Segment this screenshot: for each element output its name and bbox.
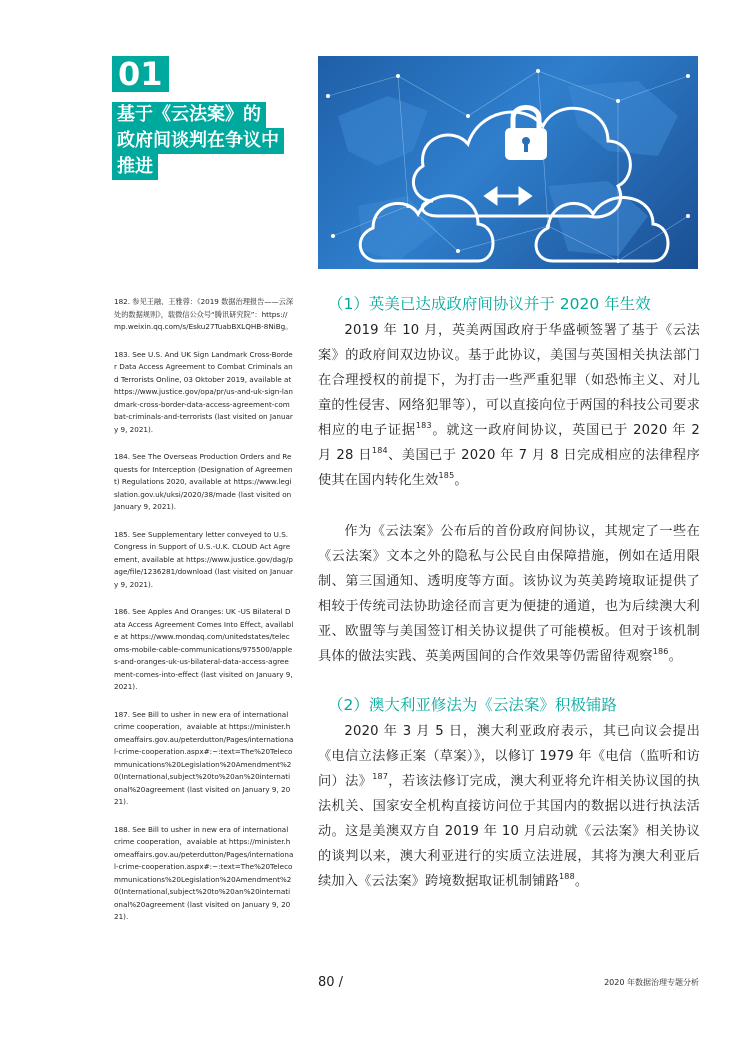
paragraph-2-text-b: 。	[668, 649, 682, 664]
main-body	[318, 290, 700, 894]
paragraph-2-text-a: 作为《云法案》公布后的首份政府间协议，其规定了一些在《云法案》文本之外的隐私与公民自由保障措施，例如在适用限制、第三国通知、透明度等方面。该协议为英美跨境取证提供了相较于传统司法协助途径而言更为便捷的通道，也为后续澳大利亚、欧盟等与美国签订相关协议提供了可能模板。但对于该机制具体的做法实践、英美两国间的合作效果等仍需留待观察	[318, 524, 700, 664]
paragraph-3-text-c: 。	[574, 874, 589, 889]
cloud-lock-illustration	[318, 56, 698, 269]
footnote-ref-188: 188	[558, 872, 575, 881]
footnote-ref-185: 185	[438, 471, 455, 480]
footnote-183: 183. See U.S. And UK Sign Landmark Cross-Border Data Access Agreement to Combat Criminals and Terrorists Online, 03 Oktober 2019, available at https://www.justice.gov/opa/pr/us-and-uk-sign-landmark-cross-border-data-access-agreement-combat-criminals-and-terrorists (last visited on January 9, 2021).	[114, 349, 293, 434]
report-title: 2020 年数据治理专题分析	[604, 978, 699, 987]
subheading-1: （1）英美已达成政府间协议并于 2020 年生效	[328, 295, 651, 313]
subheading-2: （2）澳大利亚修法为《云法案》积极铺路	[328, 696, 617, 714]
page-number: 80 /	[318, 975, 344, 990]
section-number: 01	[112, 56, 169, 92]
footnote-184: 184. See The Overseas Production Orders and Requests for Interception (Designation of Agreement) Regulations 2020, available at https://www.legislation.gov.uk/uksi/2020/38/made (last visited on January 9, 2021).	[114, 452, 293, 511]
section-title-line-3: 推进	[112, 154, 158, 180]
paragraph-3-text-b: ，若该法修订完成，澳大利亚将允许相关协议国的执法机关、国家安全机构直接访问位于其国内的数据以进行执法活动。这是美澳双方自 2019 年 10 月启动就《云法案》相关协议的谈判以来，澳大利亚进行的实质立法进展，其将为澳大利亚后续加入《云法案》跨境数据取证机制铺路	[318, 774, 700, 889]
footnote-ref-186: 186	[652, 647, 669, 656]
footnotes	[114, 296, 294, 939]
paragraph-3	[318, 719, 700, 894]
paragraph-3-text-a: 2020 年 3 月 5 日，澳大利亚政府表示，其已向议会提出《电信立法修正案（草案）》，以修订 1979 年《电信（监听和访问）法》	[318, 724, 700, 789]
section-title-line-2: 政府间谈判在争议中	[112, 128, 284, 154]
paragraph-1-text-d: 。	[454, 473, 468, 488]
footnote-188: 188. See Bill to usher in new era of international crime cooperation，avaiable at https://minister.homeaffairs.gov.au/peterdutton/Pages/international-crime-cooperation.aspx#:~:text=The%20Telecommunications%20Legislation%20Amendment%20(International,subject%20to%20an%20international%20agreement (last visited on January 9, 2021).	[114, 824, 294, 921]
paragraph-1-text-a: 2019 年 10 月，英美两国政府于华盛顿签署了基于《云法案》的政府间双边协议。基于此协议，美国与英国相关执法部门在合理授权的前提下，为打击一些严重犯罪（如恐怖主义、对儿童的性侵害、网络犯罪等），可以直接向位于两国的科技公司要求相应的电子证据	[318, 323, 700, 438]
paragraph-1-text-c: 、美国已于 2020 年 7 月 8 日完成相应的法律程序使其在国内转化生效	[318, 448, 700, 488]
footnote-185: 185. See Supplementary letter conveyed to U.S. Congress in Support of U.S.-U.K. CLOUD Act Agreement, available at https://www.justice.gov/dag/page/file/1236281/download (last visited on January 9, 2021).	[114, 529, 294, 589]
paragraph-1-text-b: 。就这一政府间协议，英国已于 2020 年 2 月 28 日	[318, 423, 700, 463]
footnote-182: 182. 参见王融、王雅蓉：《2019 数据治理报告——云深处的数据规则》，载微信公众号“腾讯研究院”：https://mp.weixin.qq.com/s/Esku27TuabBXLQHB-8NiBg。	[114, 297, 294, 331]
footnote-ref-184: 184	[371, 446, 388, 455]
paragraph-1	[318, 318, 700, 493]
paragraph-2	[318, 519, 700, 669]
footnote-187: 187. See Bill to usher in new era of international crime cooperation，avaiable at https://minister.homeaffairs.gov.au/peterdutton/Pages/international-crime-cooperation.aspx#:~:text=The%20Telecommunications%20Legislation%20Amendment%20(International,subject%20to%20an%20international%20agreement (last visited on January 9, 2021).	[114, 709, 294, 806]
section-title-line-1: 基于《云法案》的	[112, 102, 266, 128]
footnote-ref-187: 187	[372, 772, 389, 781]
footnote-ref-183: 183	[415, 421, 432, 430]
footnote-186: 186. See Apples And Oranges: UK -US Bilateral Data Access Agreement Comes Into Effect, available at https://www.mondaq.com/unitedstates/telecoms-mobile-cable-communications/975500/apples-and-oranges-uk-us-bilateral-data-access-agreement-comes-into-effect (last visited on January 9, 2021).	[114, 607, 294, 691]
